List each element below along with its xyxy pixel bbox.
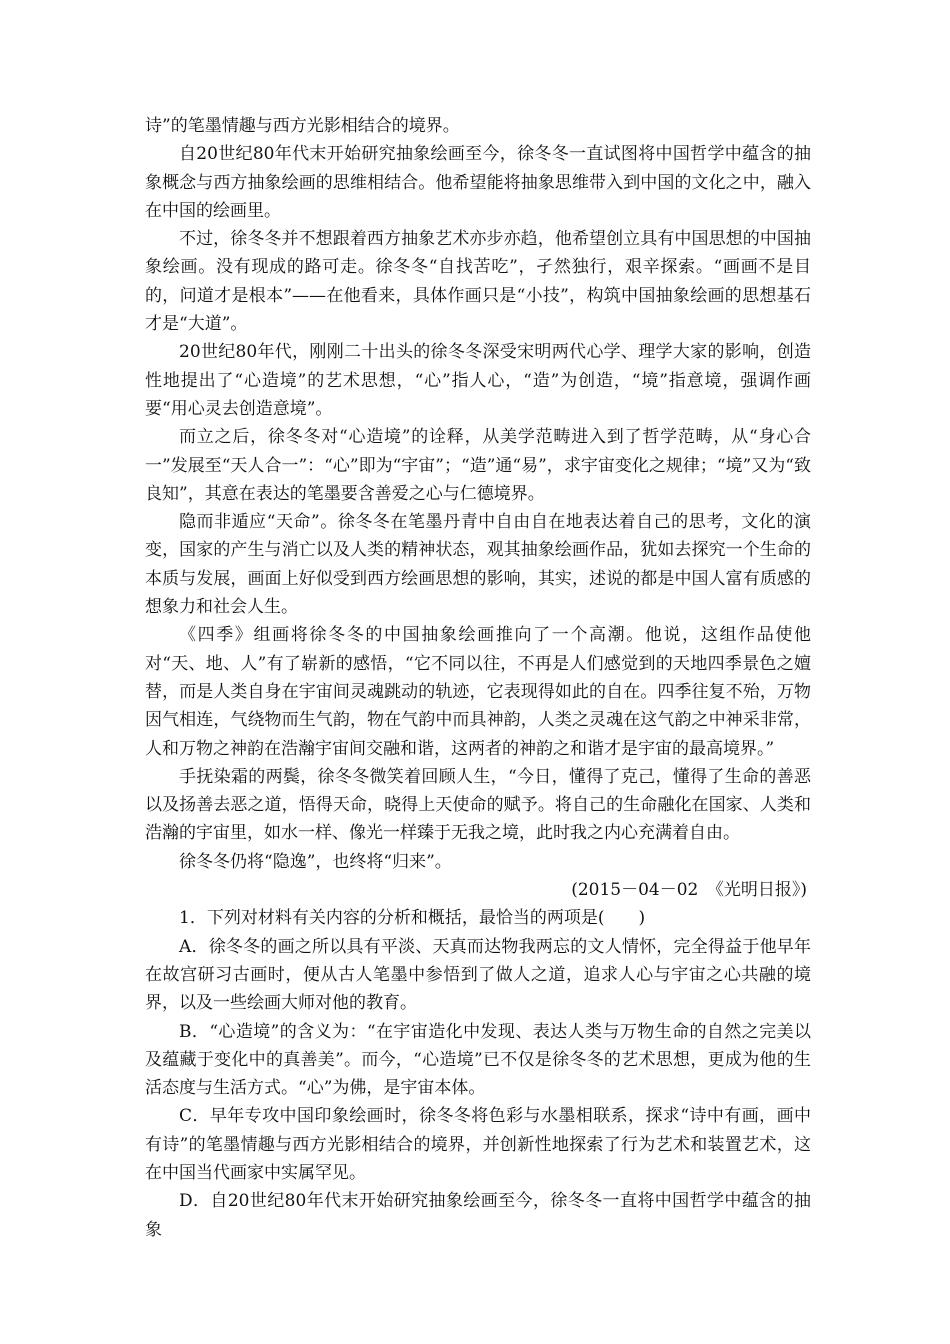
question-option-a: A．徐冬冬的画之所以具有平淡、天真而达物我两忘的文人情怀，完全得益于他早年在故宫研习古画时，便从古人笔墨中参悟到了做人之道，追求人心与宇宙之心共融的境界，以及一些绘画大师对他的教育。 [145,936,811,1014]
article-source: (2015－04－02 《光明日报》) [571,880,807,901]
article-paragraph: 而立之后，徐冬冬对“心造境”的诠释，从美学范畴进入到了哲学范畴，从“身心合一”发展至“天人合一”：“心”即为“宇宙”；“造”通“易”，求宇宙变化之规律；“境”又为“致良知”，其意在表达的笔墨要含善爱之心与仁德境界。 [145,427,811,504]
article-paragraph: 20世纪80年代，刚刚二十出头的徐冬冬深受宋明两代心学、理学大家的影响，创造性地提出了“心造境”的艺术思想，“心”指人心，“造”为创造，“境”指意境，强调作画要“用心灵去创造意境”。 [145,342,811,419]
question-option-b: B．“心造境”的含义为：“在宇宙造化中发现、表达人类与万物生命的自然之完美以及蕴藏于变化中的真善美”。而今，“心造境”已不仅是徐冬冬的艺术思想，更成为他的生活态度与生活方式。“心”为佛，是宇宙本体。 [145,1021,811,1099]
question-stem: 1．下列对材料有关内容的分析和概括，最恰当的两项是( ) [179,908,646,929]
article-paragraph: 《四季》组画将徐冬冬的中国抽象绘画推向了一个高潮。他说，这组作品使他对“天、地、人”有了崭新的感悟，“它不同以往，不再是人们感觉到的天地四季景色之嬗替，而是人类自身在宇宙间灵魂跳动的轨迹，它表现得如此的自在。四季往复不殆，万物因气相连，气绕物而生气韵，物在气韵中而具神韵，人类之灵魂在这气韵之中神采非常，人和万物之神韵在浩瀚宇宙间交融和谐，这两者的神韵之和谐才是宇宙的最高境界。” [145,625,811,759]
question-option-d: D．自20世纪80年代末开始研究抽象绘画至今，徐冬冬一直将中国哲学中蕴含的抽象 [145,1191,811,1240]
article-paragraph: 手抚染霜的两鬓，徐冬冬微笑着回顾人生，“今日，懂得了克己，懂得了生命的善恶以及扬善去恶之道，悟得天命，晓得上天使命的赋予。将自己的生命融化在国家、人类和浩瀚的宇宙里，如水一样、像光一样臻于无我之境，此时我之内心充满着自由。 [145,766,811,844]
article-paragraph: 不过，徐冬冬并不想跟着西方抽象艺术亦步亦趋，他希望创立具有中国思想的中国抽象绘画。没有现成的路可走。徐冬冬“自找苦吃”，孑然独行，艰辛探索。“画画不是目的，问道才是根本”——在他看来，具体作画只是“小技”，构筑中国抽象绘画的思想基石才是“大道”。 [145,229,811,335]
article-paragraph: 自20世纪80年代末开始研究抽象绘画至今，徐冬冬一直试图将中国哲学中蕴含的抽象概念与西方抽象绘画的思维相结合。他希望能将抽象思维带入到中国的文化之中，融入在中国的绘画里。 [145,144,811,221]
article-paragraph-continued: 诗”的笔墨情趣与西方光影相结合的境界。 [145,116,460,136]
question-option-c: C．早年专攻中国印象绘画时，徐冬冬将色彩与水墨相联系，探求“诗中有画，画中有诗”的笔墨情趣与西方光影相结合的境界，并创新性地探索了行为艺术和装置艺术，这在中国当代画家中实属罕见。 [145,1106,811,1183]
document-page [145,112,811,1244]
article-paragraph: 徐冬冬仍将“隐逸”，也终将“归来”。 [179,851,452,872]
article-paragraph: 隐而非遁应“天命”。徐冬冬在笔墨丹青中自由自在地表达着自己的思考，文化的演变，国家的产生与消亡以及人类的精神状态，观其抽象绘画作品，犹如去探究一个生命的本质与发展，画面上好似受到西方绘画思想的影响，其实，述说的都是中国人富有质感的想象力和社会人生。 [145,512,811,618]
